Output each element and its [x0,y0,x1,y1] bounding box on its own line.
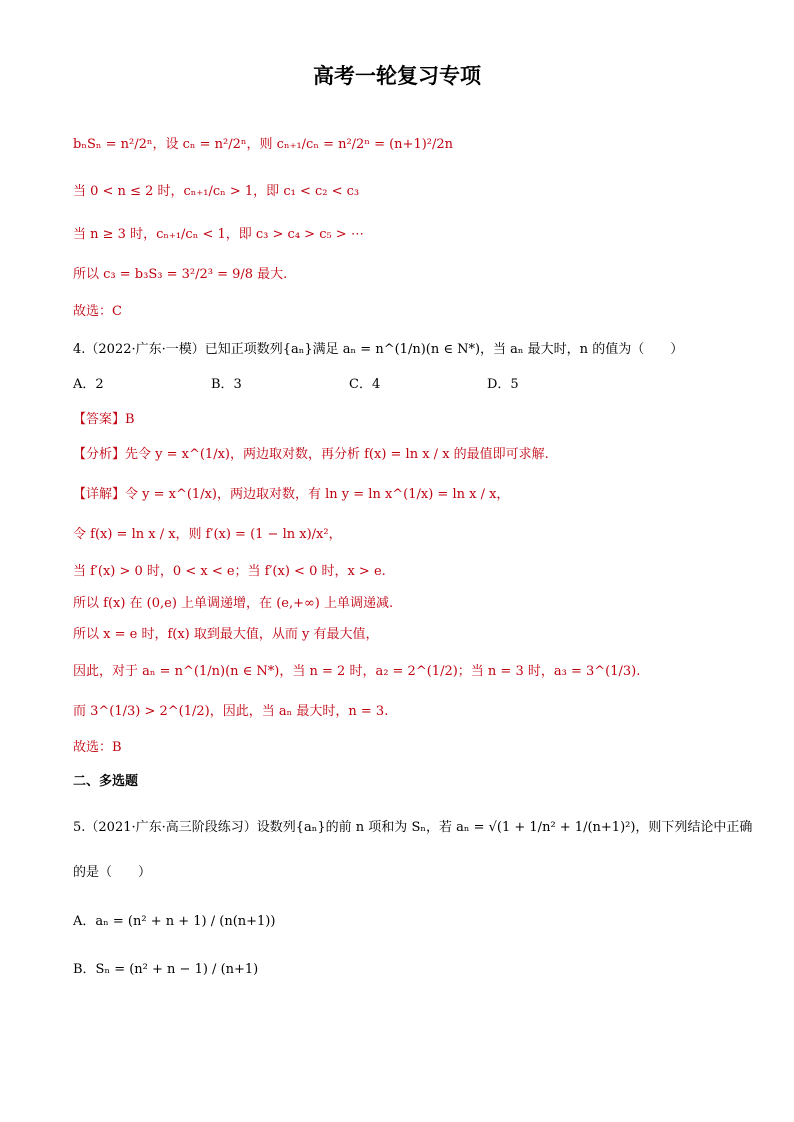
solution-line-1: bₙSₙ = n²/2ⁿ，设 cₙ = n²/2ⁿ，则 cₙ₊₁/cₙ = n²/2ⁿ = (n+1)²/2n [73,137,454,152]
solution-line-4: 所以 c₃ = b₃S₃ = 3²/2³ = 9/8 最大. [73,267,288,282]
detail-line-2: 令 f(x) = ln x / x，则 f′(x) = (1 − ln x)/x²， [73,527,342,542]
detail-line-5: 所以 x = e 时，f(x) 取到最大值，从而 y 有最大值， [73,627,379,642]
solution-line-2: 当 0 < n ≤ 2 时，cₙ₊₁/cₙ > 1，即 c₁ < c₂ < c₃ [73,184,360,199]
question-5-stem-2: 的是（ ） [73,865,152,880]
question-4-stem: 4.（2022·广东·一模）已知正项数列{aₙ}满足 aₙ = n^(1/n)(n ∈ N*)，当 aₙ 最大时，n 的值为（ ） [73,342,684,357]
option-a: A．2 [73,377,104,392]
option-d: D．5 [487,377,519,392]
option-b: B．Sₙ = (n² + n − 1) / (n+1) [73,962,259,977]
question-5-stem-1: 5.（2021·广东·高三阶段练习）设数列{aₙ}的前 n 项和为 Sₙ，若 aₙ = √(1 + 1/n² + 1/(n+1)²)，则下列结论中正确 [73,820,753,835]
question-4-options [73,375,625,395]
detail-choice: 故选：B [73,740,122,755]
detail-line-7: 而 3^(1/3) > 2^(1/2)，因此，当 aₙ 最大时，n = 3. [73,704,389,719]
detail-line-4: 所以 f(x) 在 (0,e) 上单调递增，在 (e,+∞) 上单调递减. [73,596,394,611]
page-title: 高考一轮复习专项 [313,64,481,88]
solution-choice: 故选：C [73,304,122,319]
solution-line-3: 当 n ≥ 3 时，cₙ₊₁/cₙ < 1，即 c₃ > c₄ > c₅ > ⋯ [73,227,364,242]
option-a: A．aₙ = (n² + n + 1) / (n(n+1)) [73,914,276,929]
option-c: C．4 [349,377,381,392]
analysis-text: 【分析】先令 y = x^(1/x)，两边取对数，再分析 f(x) = ln x / x 的最值即可求解. [73,447,549,462]
section-heading: 二、多选题 [73,774,139,789]
option-b: B．3 [211,377,242,392]
detail-line-1: 【详解】令 y = x^(1/x)，两边取对数，有 ln y = ln x^(1/x) = ln x / x， [73,487,510,502]
detail-line-6: 因此，对于 aₙ = n^(1/n)(n ∈ N*)，当 n = 2 时，a₂ = 2^(1/2)；当 n = 3 时，a₃ = 3^(1/3). [73,664,641,679]
detail-line-3: 当 f′(x) > 0 时，0 < x < e；当 f′(x) < 0 时，x > e. [73,564,386,579]
answer-label: 【答案】B [73,412,135,427]
